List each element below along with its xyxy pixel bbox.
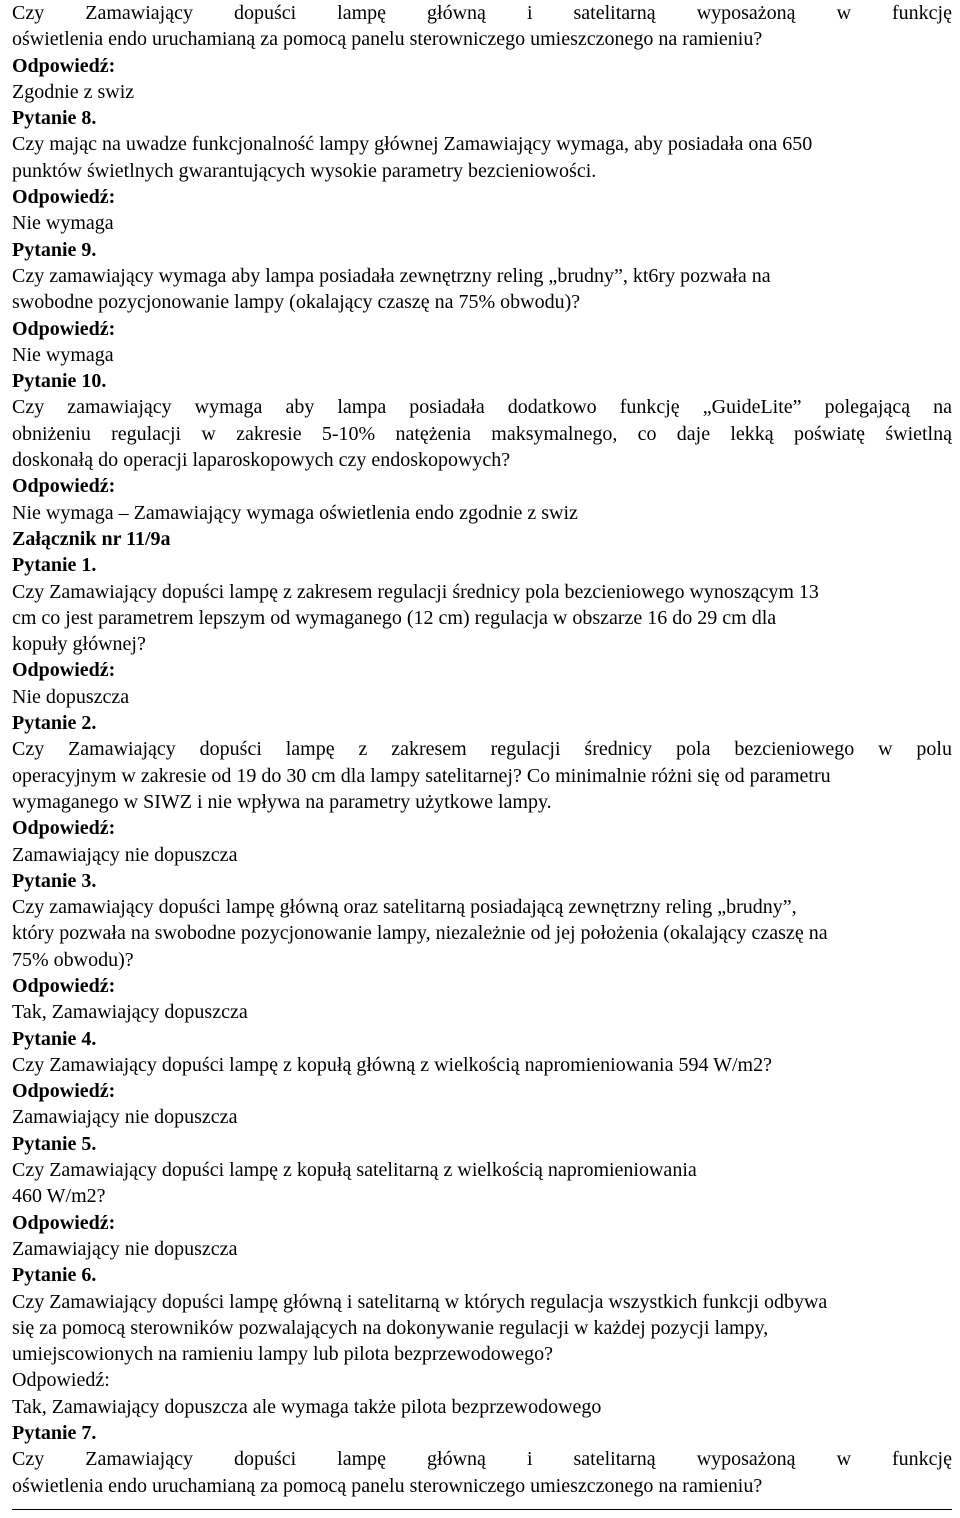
text-line: 75% obwodu)? bbox=[12, 948, 134, 971]
text-line: doskonałą do operacji laparoskopowych czy endoskopowych? bbox=[12, 449, 511, 472]
question-heading: Pytanie 10. bbox=[12, 370, 107, 393]
answer-label: Odpowiedź: bbox=[12, 54, 116, 77]
text-line: 460 W/m2? bbox=[12, 1185, 106, 1208]
text-line: Czy Zamawiający dopuści lampę z kopułą główną z wielkością napromieniowania 594 W/m2? bbox=[12, 1053, 772, 1076]
answer-label: Odpowiedź: bbox=[12, 974, 116, 997]
text-line: Tak, Zamawiający dopuszcza ale wymaga także pilota bezprzewodowego bbox=[12, 1395, 602, 1418]
text-line: Zamawiający nie dopuszcza bbox=[12, 1237, 238, 1260]
question-heading: Pytanie 4. bbox=[12, 1027, 97, 1050]
answer-label: Odpowiedź: bbox=[12, 186, 116, 209]
text-line: Zamawiający nie dopuszcza bbox=[12, 1106, 238, 1129]
text-line: Czy zamawiający dopuści lampę główną oraz satelitarną posiadającą zewnętrzny reling „brudny”, bbox=[12, 896, 797, 919]
text-line: Czy mając na uwadze funkcjonalność lampy głównej Zamawiający wymaga, aby posiadała ona 650 bbox=[12, 133, 813, 156]
answer-label: Odpowiedź: bbox=[12, 1369, 110, 1392]
answer-label: Odpowiedź: bbox=[12, 317, 116, 340]
text-line: cm co jest parametrem lepszym od wymaganego (12 cm) regulacja w obszarze 16 do 29 cm dla bbox=[12, 606, 777, 629]
text-line: się za pomocą sterowników pozwalających na dokonywanie regulacji w każdej pozycji lampy, bbox=[12, 1316, 769, 1339]
text-line: Zgodnie z swiz bbox=[12, 80, 135, 103]
question-heading: Pytanie 2. bbox=[12, 712, 97, 735]
text-line: Czy zamawiający wymaga aby lampa posiadała dodatkowo funkcję „GuideLite” polegającą na bbox=[12, 396, 952, 419]
question-heading: Pytanie 9. bbox=[12, 238, 97, 261]
answer-label: Odpowiedź: bbox=[12, 817, 116, 840]
question-heading: Pytanie 6. bbox=[12, 1264, 97, 1287]
text-line: Nie wymaga – Zamawiający wymaga oświetlenia endo zgodnie z swiz bbox=[12, 501, 578, 524]
text-line: Czy zamawiający wymaga aby lampa posiadała zewnętrzny reling „brudny”, kt6ry pozwała na bbox=[12, 264, 771, 287]
text-line: Czy Zamawiający dopuści lampę główną i satelitarną wyposażoną w funkcję bbox=[12, 2, 952, 24]
answer-label: Odpowiedź: bbox=[12, 659, 116, 682]
text-line: punktów świetlnych gwarantujących wysokie parametry bezcieniowości. bbox=[12, 159, 597, 182]
question-heading: Pytanie 8. bbox=[12, 107, 97, 130]
text-line: Tak, Zamawiający dopuszcza bbox=[12, 1001, 248, 1024]
question-heading: Pytanie 7. bbox=[12, 1422, 97, 1445]
footer-rule bbox=[12, 1509, 952, 1510]
text-line: Czy Zamawiający dopuści lampę z kopułą satelitarną z wielkością napromieniowania bbox=[12, 1159, 697, 1182]
text-line: Zamawiający nie dopuszcza bbox=[12, 843, 238, 866]
text-line: Nie wymaga bbox=[12, 212, 114, 235]
text-line: Czy Zamawiający dopuści lampę z zakresem regulacji średnicy pola bezcieniowego w polu bbox=[12, 738, 952, 761]
text-line: Czy Zamawiający dopuści lampę główną i satelitarną w których regulacja wszystkich funkcji odbywa bbox=[12, 1290, 828, 1313]
text-line: operacyjnym w zakresie od 19 do 30 cm dla lampy satelitarnej? Co minimalnie różni się od parametru bbox=[12, 764, 831, 787]
answer-label: Odpowiedź: bbox=[12, 1080, 116, 1103]
text-line: Czy Zamawiający dopuści lampę główną i satelitarną wyposażoną w funkcję bbox=[12, 1448, 952, 1471]
text-line: wymaganego w SIWZ i nie wpływa na parametry użytkowe lampy. bbox=[12, 790, 552, 813]
question-heading: Pytanie 5. bbox=[12, 1132, 97, 1155]
attachment-heading: Załącznik nr 11/9a bbox=[12, 527, 171, 550]
text-line: Czy Zamawiający dopuści lampę z zakresem regulacji średnicy pola bezcieniowego wynoszącym 13 bbox=[12, 580, 819, 603]
text-line: który pozwała na swobodne pozycjonowanie lampy, niezależnie od jej położenia (okalający czaszę na bbox=[12, 922, 828, 945]
question-heading: Pytanie 1. bbox=[12, 554, 97, 577]
text-line: oświetlenia endo uruchamianą za pomocą panelu sterowniczego umieszczonego na ramieniu? bbox=[12, 28, 763, 51]
text-line: obniżeniu regulacji w zakresie 5-10% natężenia maksymalnego, co daje lekką poświatę świetlną bbox=[12, 422, 952, 445]
text-line: umiejscowionych na ramieniu lampy lub pilota bezprzewodowego? bbox=[12, 1343, 553, 1366]
answer-label: Odpowiedź: bbox=[12, 475, 116, 498]
text-line: oświetlenia endo uruchamianą za pomocą panelu sterowniczego umieszczonego na ramieniu? bbox=[12, 1474, 763, 1497]
text-line: kopuły głównej? bbox=[12, 633, 146, 656]
text-line: swobodne pozycjonowanie lampy (okalający czaszę na 75% obwodu)? bbox=[12, 291, 581, 314]
text-line: Nie dopuszcza bbox=[12, 685, 130, 708]
text-line: Nie wymaga bbox=[12, 343, 114, 366]
answer-label: Odpowiedź: bbox=[12, 1211, 116, 1234]
question-heading: Pytanie 3. bbox=[12, 869, 97, 892]
document-page bbox=[12, 0, 952, 1499]
